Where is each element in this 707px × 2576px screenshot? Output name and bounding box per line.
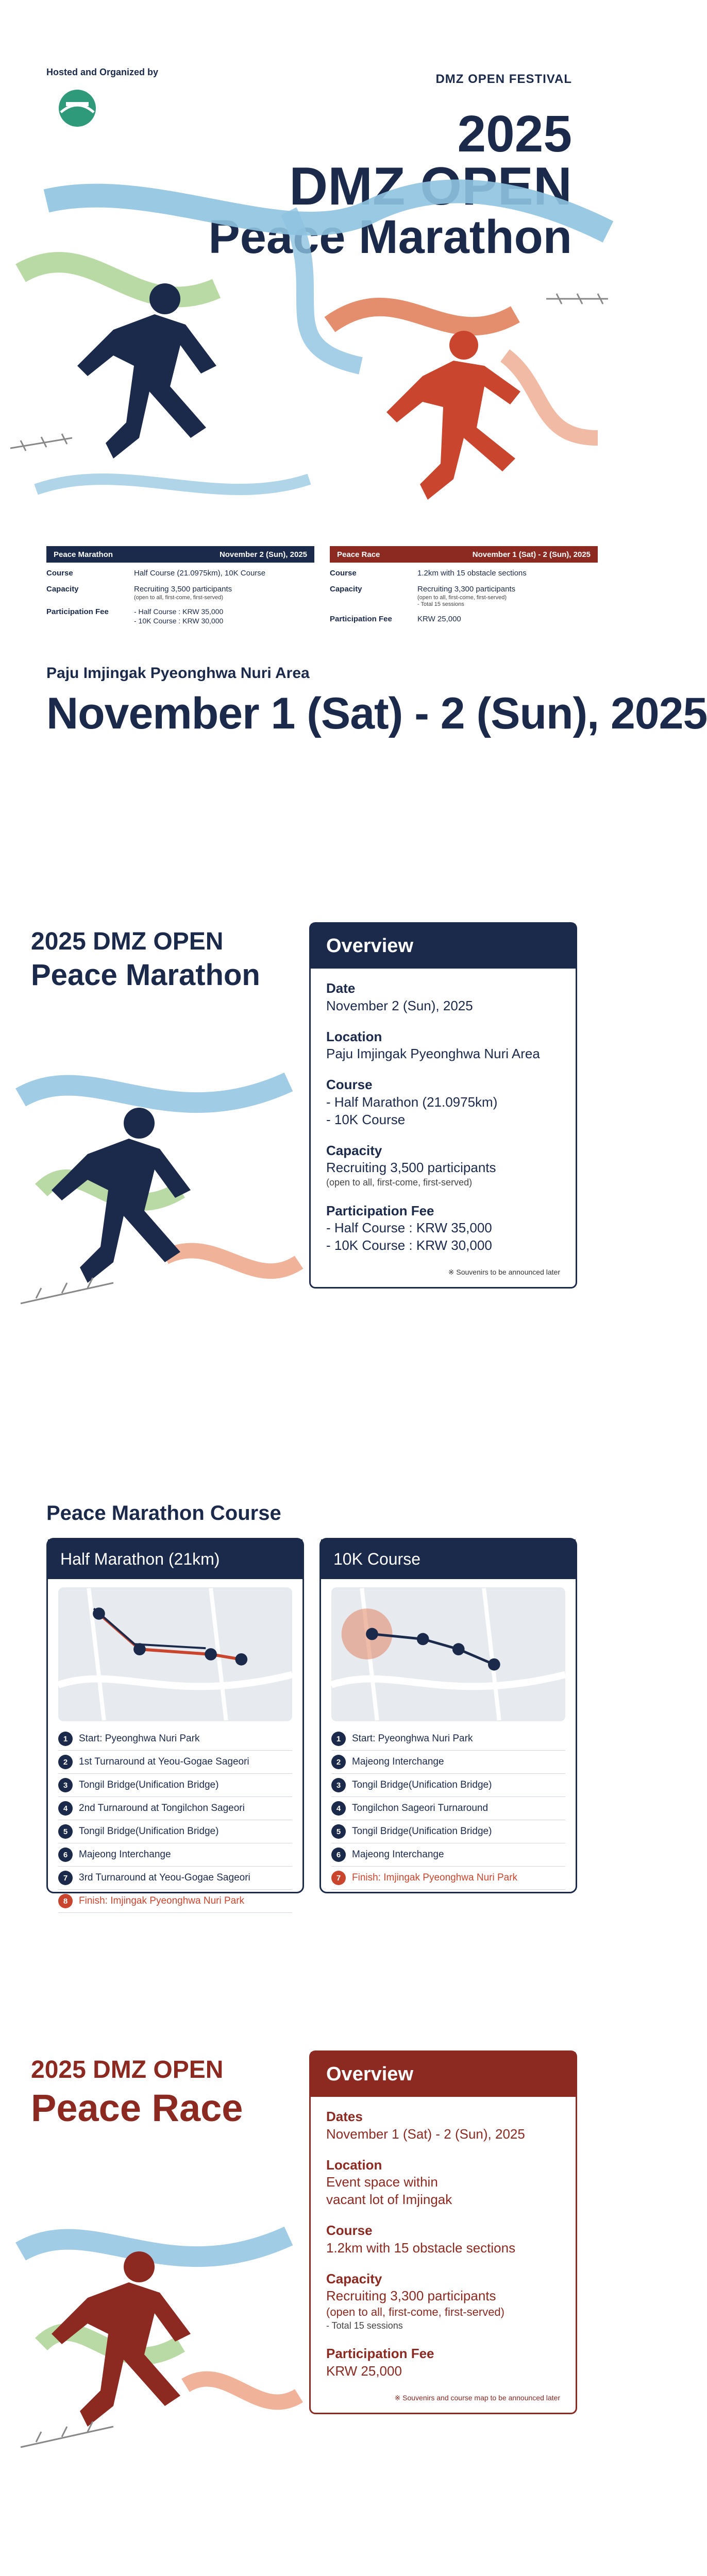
marathon-fee-value	[134, 607, 314, 625]
race-capacity-note: (open to all, first-come, first-served)	[417, 594, 507, 601]
course-section-title: Peace Marathon Course	[46, 1502, 281, 1524]
marathon-capacity-row	[46, 585, 314, 602]
marathon-fee-half: - Half Course : KRW 35,000	[134, 607, 224, 616]
marathon-bar-date: November 2 (Sun), 2025	[219, 550, 307, 559]
marathon-card-title: Overview	[311, 924, 576, 969]
marathon-runner-illustration	[10, 1036, 299, 1324]
marathon-card-body	[311, 969, 576, 1287]
checkpoint-label: 1st Turnaround at Yeou-Gogae Sageori	[79, 1756, 249, 1767]
checkpoint-number: 2	[331, 1755, 346, 1769]
checkpoint-item	[58, 1797, 292, 1820]
checkpoint-number: 6	[58, 1848, 73, 1862]
marathon-fee-key2: Participation Fee	[326, 1202, 434, 1218]
checkpoint-item	[331, 1797, 565, 1820]
race-fee-value2: KRW 25,000	[326, 2363, 402, 2379]
marathon-fine-print: ※ Souvenirs to be announced later	[448, 1267, 560, 1276]
10k-course-map	[331, 1587, 565, 1721]
race-capacity-key2: Capacity	[326, 2270, 382, 2286]
checkpoint-item	[331, 1820, 565, 1843]
checkpoint-item	[58, 1774, 292, 1797]
10k-course-card	[319, 1538, 577, 1893]
race-location-line2: vacant lot of Imjingak	[326, 2192, 452, 2208]
race-course-value2: 1.2km with 15 obstacle sections	[326, 2240, 516, 2256]
checkpoint-label: Majeong Interchange	[352, 1849, 444, 1860]
checkpoint-number: 4	[58, 1801, 73, 1816]
checkpoint-number: 1	[331, 1732, 346, 1746]
checkpoint-item	[58, 1867, 292, 1890]
marathon-capacity-item	[326, 1142, 560, 1189]
marathon-capacity-text: Recruiting 3,500 participants	[134, 584, 232, 594]
race-overview-title	[31, 2056, 243, 2130]
race-capacity-row	[330, 585, 598, 608]
marathon-capacity-key2: Capacity	[326, 1142, 382, 1158]
race-capacity-value2: Recruiting 3,300 participants	[326, 2288, 496, 2304]
race-bar-date: November 1 (Sat) - 2 (Sun), 2025	[472, 550, 591, 559]
checkpoint-number: 7	[58, 1871, 73, 1885]
checkpoint-number: 3	[58, 1778, 73, 1792]
hero-year: 2025	[457, 105, 572, 163]
checkpoint-number: 1	[58, 1732, 73, 1746]
race-course-key2: Course	[326, 2222, 373, 2238]
half-course-title: Half Marathon (21km)	[48, 1539, 302, 1579]
checkpoint-label: Start: Pyeonghwa Nuri Park	[352, 1733, 473, 1744]
checkpoint-number: 3	[331, 1778, 346, 1792]
marathon-fee-10k: - 10K Course : KRW 30,000	[134, 616, 224, 625]
race-capacity-item	[326, 2270, 560, 2332]
race-course-item	[326, 2222, 560, 2257]
checkpoint-label: Tongil Bridge(Unification Bridge)	[352, 1780, 492, 1790]
checkpoint-number: 8	[58, 1894, 73, 1908]
race-overview-card	[309, 2050, 577, 2414]
checkpoint-label: Tongil Bridge(Unification Bridge)	[79, 1826, 219, 1837]
marathon-overview-title-small: 2025 DMZ OPEN	[31, 928, 224, 955]
checkpoint-item	[331, 1774, 565, 1797]
checkpoint-item-finish	[58, 1890, 292, 1913]
marathon-capacity-note: (open to all, first-come, first-served)	[134, 594, 223, 601]
hero-title-line3: Peace Marathon	[208, 211, 572, 263]
checkpoint-item	[58, 1843, 292, 1867]
checkpoint-label: Majeong Interchange	[352, 1756, 444, 1767]
marathon-course-key: Course	[46, 569, 73, 578]
half-marathon-course-card	[46, 1538, 304, 1906]
marathon-course-item	[326, 1076, 560, 1128]
checkpoint-number: 6	[331, 1848, 346, 1862]
race-course-key: Course	[330, 569, 357, 578]
checkpoint-label: Finish: Imjingak Pyeonghwa Nuri Park	[352, 1872, 518, 1883]
checkpoint-label: Start: Pyeonghwa Nuri Park	[79, 1733, 200, 1744]
checkpoint-label: Tongilchon Sageori Turnaround	[352, 1803, 489, 1814]
race-location-item	[326, 2157, 560, 2209]
checkpoint-number: 5	[331, 1824, 346, 1839]
race-course-row	[330, 569, 598, 579]
race-capacity-note2: (open to all, first-come, first-served)	[326, 2306, 504, 2319]
race-overview-title-big: Peace Race	[31, 2087, 243, 2129]
half-course-map-icon	[58, 1587, 292, 1721]
marathon-capacity-key: Capacity	[46, 584, 79, 594]
race-fine-print: ※ Souvenirs and course map to be announced later	[394, 2393, 560, 2402]
race-capacity-note2: - Total 15 sessions	[417, 601, 464, 608]
marathon-fee-row	[46, 607, 314, 625]
marathon-capacity-note2: (open to all, first-come, first-served)	[326, 1177, 473, 1188]
race-fee-row	[330, 615, 598, 624]
race-date-item	[326, 2108, 560, 2143]
checkpoint-label: Majeong Interchange	[79, 1849, 171, 1860]
checkpoint-item	[58, 1751, 292, 1774]
venue-label: Paju Imjingak Pyeonghwa Nuri Area	[46, 665, 310, 682]
checkpoint-number: 4	[331, 1801, 346, 1816]
marathon-course-key2: Course	[326, 1077, 373, 1093]
event-dates: November 1 (Sat) - 2 (Sun), 2025	[46, 689, 707, 738]
marathon-course-10k: - 10K Course	[326, 1111, 406, 1127]
race-info	[330, 546, 598, 624]
checkpoint-label: 3rd Turnaround at Yeou-Gogae Sageori	[79, 1872, 250, 1883]
marathon-info-bar	[46, 546, 314, 563]
marathon-course-value: Half Course (21.0975km), 10K Course	[134, 569, 266, 578]
marathon-location-value: Paju Imjingak Pyeonghwa Nuri Area	[326, 1046, 540, 1062]
half-course-map	[58, 1587, 292, 1721]
organizer-logo-icon	[46, 88, 108, 129]
10k-course-map-icon	[331, 1587, 565, 1721]
checkpoint-item	[331, 1727, 565, 1751]
festival-label: DMZ OPEN FESTIVAL	[435, 72, 572, 86]
10k-course-checkpoints	[331, 1727, 565, 1890]
marathon-overview-title-big: Peace Marathon	[31, 958, 260, 992]
race-location-key: Location	[326, 2157, 382, 2173]
marathon-fee-10k2: - 10K Course : KRW 30,000	[326, 1238, 492, 1253]
marathon-course-row	[46, 569, 314, 579]
checkpoint-item	[331, 1751, 565, 1774]
race-overview-title-small: 2025 DMZ OPEN	[31, 2056, 224, 2083]
race-card-title: Overview	[311, 2052, 576, 2097]
marathon-fee-item	[326, 1202, 560, 1255]
half-course-checkpoints	[58, 1727, 292, 1913]
org-label: Hosted and Organized by	[46, 67, 159, 77]
race-capacity-value	[417, 585, 598, 608]
hero-section	[0, 0, 618, 649]
marathon-fee-half2: - Half Course : KRW 35,000	[326, 1220, 492, 1236]
race-bar-title: Peace Race	[337, 550, 380, 559]
checkpoint-label: Tongil Bridge(Unification Bridge)	[352, 1826, 492, 1837]
marathon-overview-title	[31, 927, 260, 992]
marathon-location-item	[326, 1028, 560, 1063]
race-capacity-sessions: - Total 15 sessions	[326, 2320, 403, 2331]
10k-course-title: 10K Course	[321, 1539, 576, 1579]
race-fee-item	[326, 2345, 560, 2380]
hero-title-line2: DMZ OPEN	[289, 157, 572, 216]
checkpoint-number: 7	[331, 1871, 346, 1885]
race-fee-key: Participation Fee	[330, 615, 392, 623]
race-location-line1: Event space within	[326, 2174, 438, 2190]
checkpoint-number: 5	[58, 1824, 73, 1839]
marathon-date-key: Date	[326, 980, 356, 996]
marathon-course-half: - Half Marathon (21.0975km)	[326, 1094, 498, 1110]
race-fee-key2: Participation Fee	[326, 2346, 434, 2362]
checkpoint-item	[331, 1843, 565, 1867]
race-date-key: Dates	[326, 2109, 363, 2124]
hero-runners-illustration	[0, 170, 618, 531]
marathon-capacity-value	[134, 585, 314, 602]
race-capacity-text: Recruiting 3,300 participants	[417, 584, 516, 594]
checkpoint-item	[58, 1727, 292, 1751]
race-card-body	[311, 2097, 576, 2413]
checkpoint-item	[58, 1820, 292, 1843]
race-runner-illustration	[10, 2179, 299, 2468]
checkpoint-label: 2nd Turnaround at Tongilchon Sageori	[79, 1803, 245, 1814]
race-date-value: November 1 (Sat) - 2 (Sun), 2025	[326, 2126, 525, 2142]
checkpoint-number: 2	[58, 1755, 73, 1769]
marathon-fee-key: Participation Fee	[46, 607, 109, 617]
marathon-date-value: November 2 (Sun), 2025	[326, 997, 473, 1013]
race-fee-value: KRW 25,000	[417, 615, 461, 623]
race-capacity-key: Capacity	[330, 584, 362, 594]
marathon-bar-title: Peace Marathon	[54, 550, 113, 559]
marathon-date-item	[326, 980, 560, 1015]
race-course-value: 1.2km with 15 obstacle sections	[417, 569, 527, 578]
checkpoint-item-finish	[331, 1867, 565, 1890]
marathon-overview-card	[309, 922, 577, 1289]
checkpoint-label: Finish: Imjingak Pyeonghwa Nuri Park	[79, 1895, 245, 1906]
race-info-bar	[330, 546, 598, 563]
marathon-location-key: Location	[326, 1028, 382, 1044]
marathon-capacity-value2: Recruiting 3,500 participants	[326, 1160, 496, 1176]
checkpoint-label: Tongil Bridge(Unification Bridge)	[79, 1780, 219, 1790]
marathon-info	[46, 546, 314, 625]
